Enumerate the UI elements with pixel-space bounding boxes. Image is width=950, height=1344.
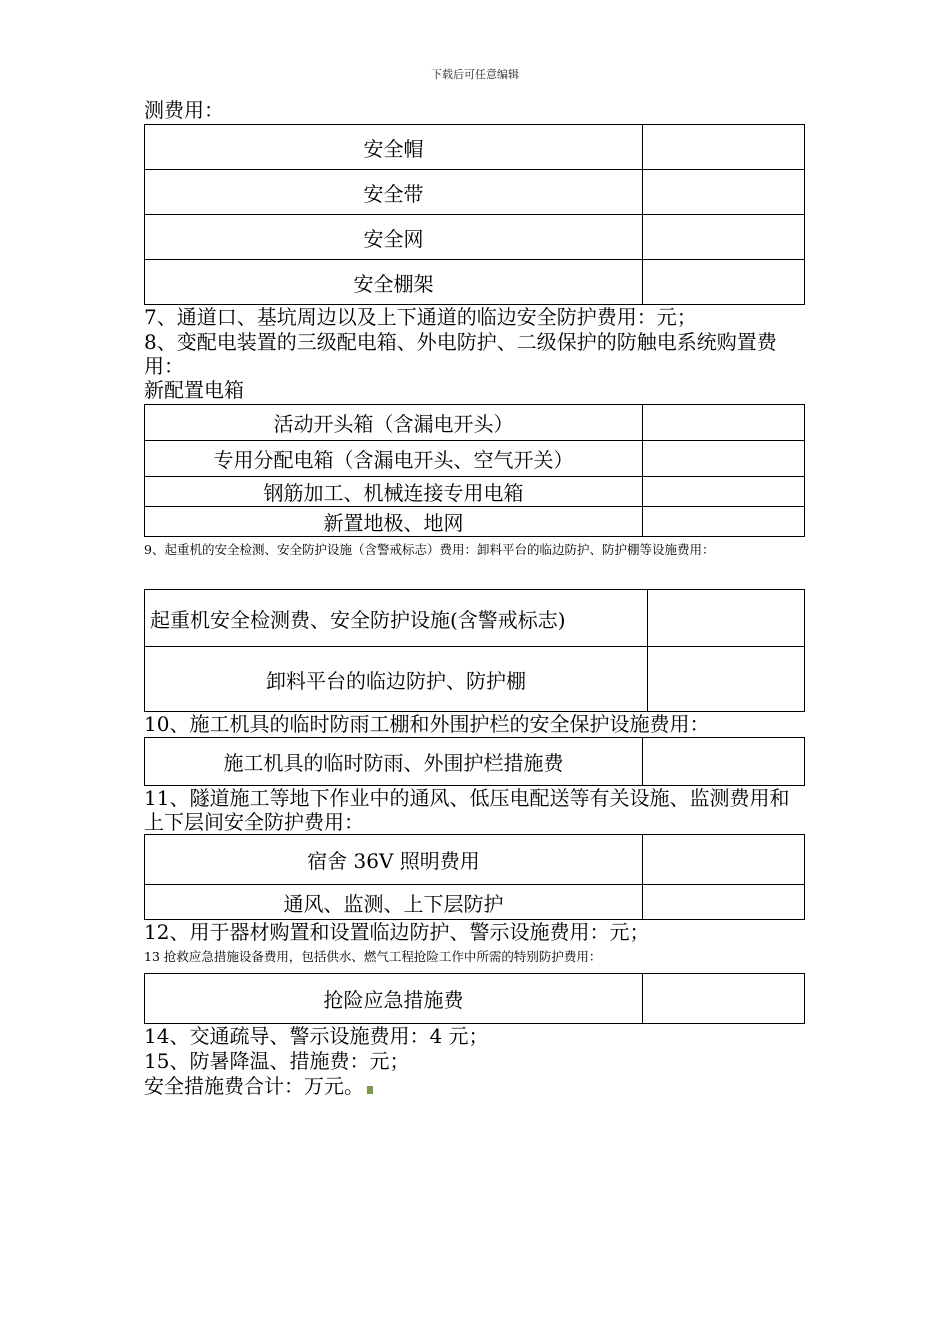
table-cell-label: 施工机具的临时防雨、外围护栏措施费	[145, 738, 643, 786]
table-electric-boxes	[144, 404, 805, 537]
table-cell-label: 起重机安全检测费、安全防护设施(含警戒标志)	[145, 590, 648, 647]
table-cell-value	[643, 477, 805, 507]
item-11: 11、隧道施工等地下作业中的通风、低压电配送等有关设施、监测费用和上下层间安全防护费用：	[144, 786, 790, 834]
table-emergency	[144, 973, 805, 1024]
table-row	[145, 260, 805, 305]
table-row	[145, 738, 805, 786]
table-cell-label: 宿舍 36V 照明费用	[145, 835, 643, 885]
item-14: 14、交通疏导、警示设施费用：4 元；	[144, 1024, 489, 1048]
table-row	[145, 405, 805, 441]
table-cell-value	[643, 738, 805, 786]
table-cell-label: 抢险应急措施费	[145, 974, 643, 1024]
table-cell-label: 新置地极、地网	[145, 507, 643, 537]
item-8: 8、变配电装置的三级配电箱、外电防护、二级保护的防触电系统购置费用：	[144, 330, 777, 378]
table-row	[145, 590, 805, 647]
table-safety-gear	[144, 124, 805, 305]
item-13: 13 抢救应急措施设备费用，包括供水、燃气工程抢险工作中所需的特别防护费用：	[144, 949, 602, 964]
total-line	[144, 1074, 806, 1099]
table-cell-label: 安全帽	[145, 125, 643, 170]
table-underground	[144, 834, 805, 920]
table-cell-value	[643, 885, 805, 920]
table-cell-value	[643, 125, 805, 170]
table-row	[145, 125, 805, 170]
table-cell-value	[643, 405, 805, 441]
table-row	[145, 441, 805, 477]
document-body	[144, 98, 806, 1099]
table-cell-value	[643, 260, 805, 305]
table-cell-value	[648, 647, 805, 712]
table-row	[145, 835, 805, 885]
table-cell-value	[643, 170, 805, 215]
table-row	[145, 974, 805, 1024]
item-7: 7、通道口、基坑周边以及上下通道的临边安全防护费用：元；	[144, 305, 697, 329]
table-row	[145, 215, 805, 260]
table-cell-label: 安全网	[145, 215, 643, 260]
table-cell-value	[643, 441, 805, 477]
anchor-marker-icon	[367, 1086, 373, 1094]
item-15: 15、防暑降温、措施费：元；	[144, 1049, 410, 1073]
table-cell-value	[643, 215, 805, 260]
intro-text: 测费用：	[144, 98, 224, 122]
item-12: 12、用于器材购置和设置临边防护、警示设施费用：元；	[144, 920, 650, 944]
page-header: 下载后可任意编辑	[431, 68, 519, 81]
table-cell-label: 专用分配电箱（含漏电开头、空气开关）	[145, 441, 643, 477]
table-row	[145, 477, 805, 507]
table-row	[145, 170, 805, 215]
table-cell-value	[643, 835, 805, 885]
total-text: 安全措施费合计：万元。	[144, 1074, 364, 1098]
item-9: 9、起重机的安全检测、安全防护设施（含警戒标志）费用：卸料平台的临边防护、防护棚等设施费用：	[144, 542, 715, 557]
table-cell-label: 活动开头箱（含漏电开头）	[145, 405, 643, 441]
table-row	[145, 885, 805, 920]
table-cell-value	[648, 590, 805, 647]
table-cell-value	[643, 507, 805, 537]
table-cell-label: 卸料平台的临边防护、防护棚	[145, 647, 648, 712]
table-row	[145, 507, 805, 537]
table-cell-value	[643, 974, 805, 1024]
item-8-sub: 新配置电箱	[144, 378, 244, 402]
table-cell-label: 钢筋加工、机械连接专用电箱	[145, 477, 643, 507]
table-row	[145, 647, 805, 712]
table-crane	[144, 589, 805, 712]
table-cell-label: 安全带	[145, 170, 643, 215]
table-machinery	[144, 737, 805, 786]
item-10: 10、施工机具的临时防雨工棚和外围护栏的安全保护设施费用：	[144, 712, 710, 736]
table-cell-label: 通风、监测、上下层防护	[145, 885, 643, 920]
table-cell-label: 安全棚架	[145, 260, 643, 305]
